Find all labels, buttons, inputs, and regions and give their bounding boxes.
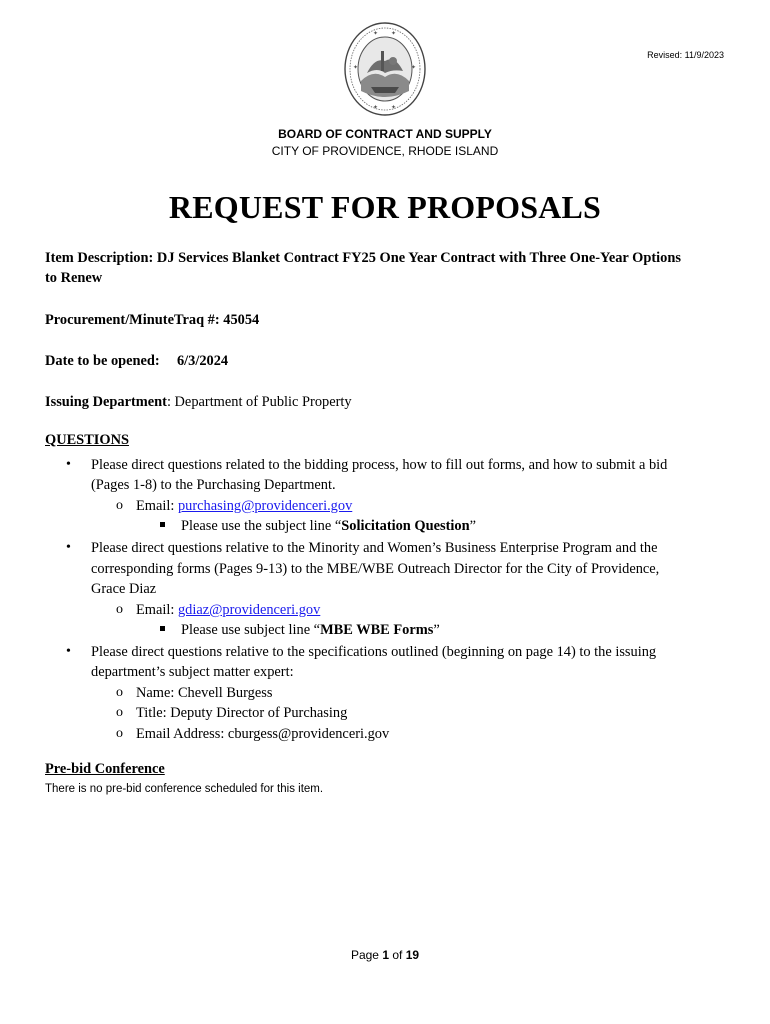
item-description-value: DJ Services Blanket Contract FY25 One Year Contract with Three One-Year Options (156, 250, 681, 266)
date-opened (45, 351, 735, 371)
bullet-icon: • (66, 457, 71, 472)
prebid-text: There is no pre-bid conference scheduled for this item. (45, 783, 324, 795)
date-value: 6/3/2024 (176, 353, 229, 369)
department-value: : Department of Public Property (166, 394, 352, 410)
q2-email-line (136, 600, 320, 620)
bullet-icon: • (66, 540, 71, 555)
q2-subject-pre: Please use subject line “ (181, 622, 321, 638)
q3-text: Please direct questions relative to the specifications outlined (beginning on page 14) to the issuing (91, 644, 657, 660)
square-bullet-icon (160, 626, 165, 631)
square-bullet-icon (160, 522, 165, 527)
revised-date: Revised: 11/9/2023 (647, 50, 724, 60)
q1-email-line (136, 496, 352, 516)
bullet-icon: • (66, 644, 71, 659)
q2-email-label: Email: (136, 602, 178, 618)
q1-subject-line (181, 516, 476, 536)
procurement-value: 45054 (223, 312, 260, 328)
page-footer (0, 948, 770, 962)
q2-text-cont2: Grace Diaz (91, 581, 157, 597)
q1-subject-pre: Please use the subject line “ (181, 518, 342, 534)
city-name: CITY OF PROVIDENCE, RHODE ISLAND (271, 144, 499, 158)
svg-text:✦: ✦ (353, 65, 359, 71)
department-label: Issuing Department (45, 394, 167, 410)
svg-text:✦: ✦ (411, 65, 417, 71)
procurement-label: Procurement/MinuteTraq #: (45, 312, 220, 328)
svg-text:✦: ✦ (373, 105, 379, 111)
svg-text:✦: ✦ (391, 105, 397, 111)
document-title: REQUEST FOR PROPOSALS (168, 189, 602, 225)
item-description-value-cont: to Renew (45, 270, 103, 286)
q1-subject: Solicitation Question (341, 518, 470, 534)
questions-heading: QUESTIONS (45, 432, 129, 448)
page-total: 19 (405, 948, 420, 962)
item-description-label: Item Description: (45, 250, 154, 266)
q2-email-link[interactable]: gdiaz@providenceri.gov (177, 602, 321, 618)
q2-text-cont: corresponding forms (Pages 9-13) to the MBE/WBE Outreach Director for the City of Providence, (91, 561, 660, 577)
page-number: 1 (382, 948, 389, 962)
q3-email: Email Address: cburgess@providenceri.gov (136, 726, 390, 742)
q3-name: Name: Chevell Burgess (136, 685, 273, 701)
circle-bullet-icon: o (116, 726, 123, 741)
date-label: Date to be opened: (45, 353, 160, 369)
board-name: BOARD OF CONTRACT AND SUPPLY (278, 127, 492, 141)
circle-bullet-icon: o (116, 602, 123, 617)
of-word: of (389, 948, 406, 962)
q3-title: Title: Deputy Director of Purchasing (136, 705, 348, 721)
page-word: Page (350, 948, 383, 962)
svg-text:✦: ✦ (391, 31, 397, 37)
q2-subject-line (181, 620, 440, 640)
q1-email-link[interactable]: purchasing@providenceri.gov (177, 498, 353, 514)
q1-text: Please direct questions related to the bidding process, how to fill out forms, and how to submit a bid (91, 457, 668, 473)
circle-bullet-icon: o (116, 498, 123, 513)
procurement-number (45, 310, 735, 330)
q2-text: Please direct questions relative to the Minority and Women’s Business Enterprise Program and the (91, 540, 658, 556)
q1-text-cont: (Pages 1-8) to the Purchasing Department. (91, 477, 336, 493)
q2-subject-post: ” (433, 622, 440, 638)
q2-subject: MBE WBE Forms (320, 622, 434, 638)
circle-bullet-icon: o (116, 685, 123, 700)
circle-bullet-icon: o (116, 705, 123, 720)
prebid-heading: Pre-bid Conference (45, 761, 165, 777)
q1-subject-post: ” (469, 518, 476, 534)
item-description (45, 248, 735, 288)
q1-email-label: Email: (136, 498, 178, 514)
svg-text:✦: ✦ (373, 31, 379, 37)
issuing-department (45, 392, 735, 412)
city-seal-logo (343, 21, 427, 117)
q3-text-cont: department’s subject matter expert: (91, 664, 294, 680)
